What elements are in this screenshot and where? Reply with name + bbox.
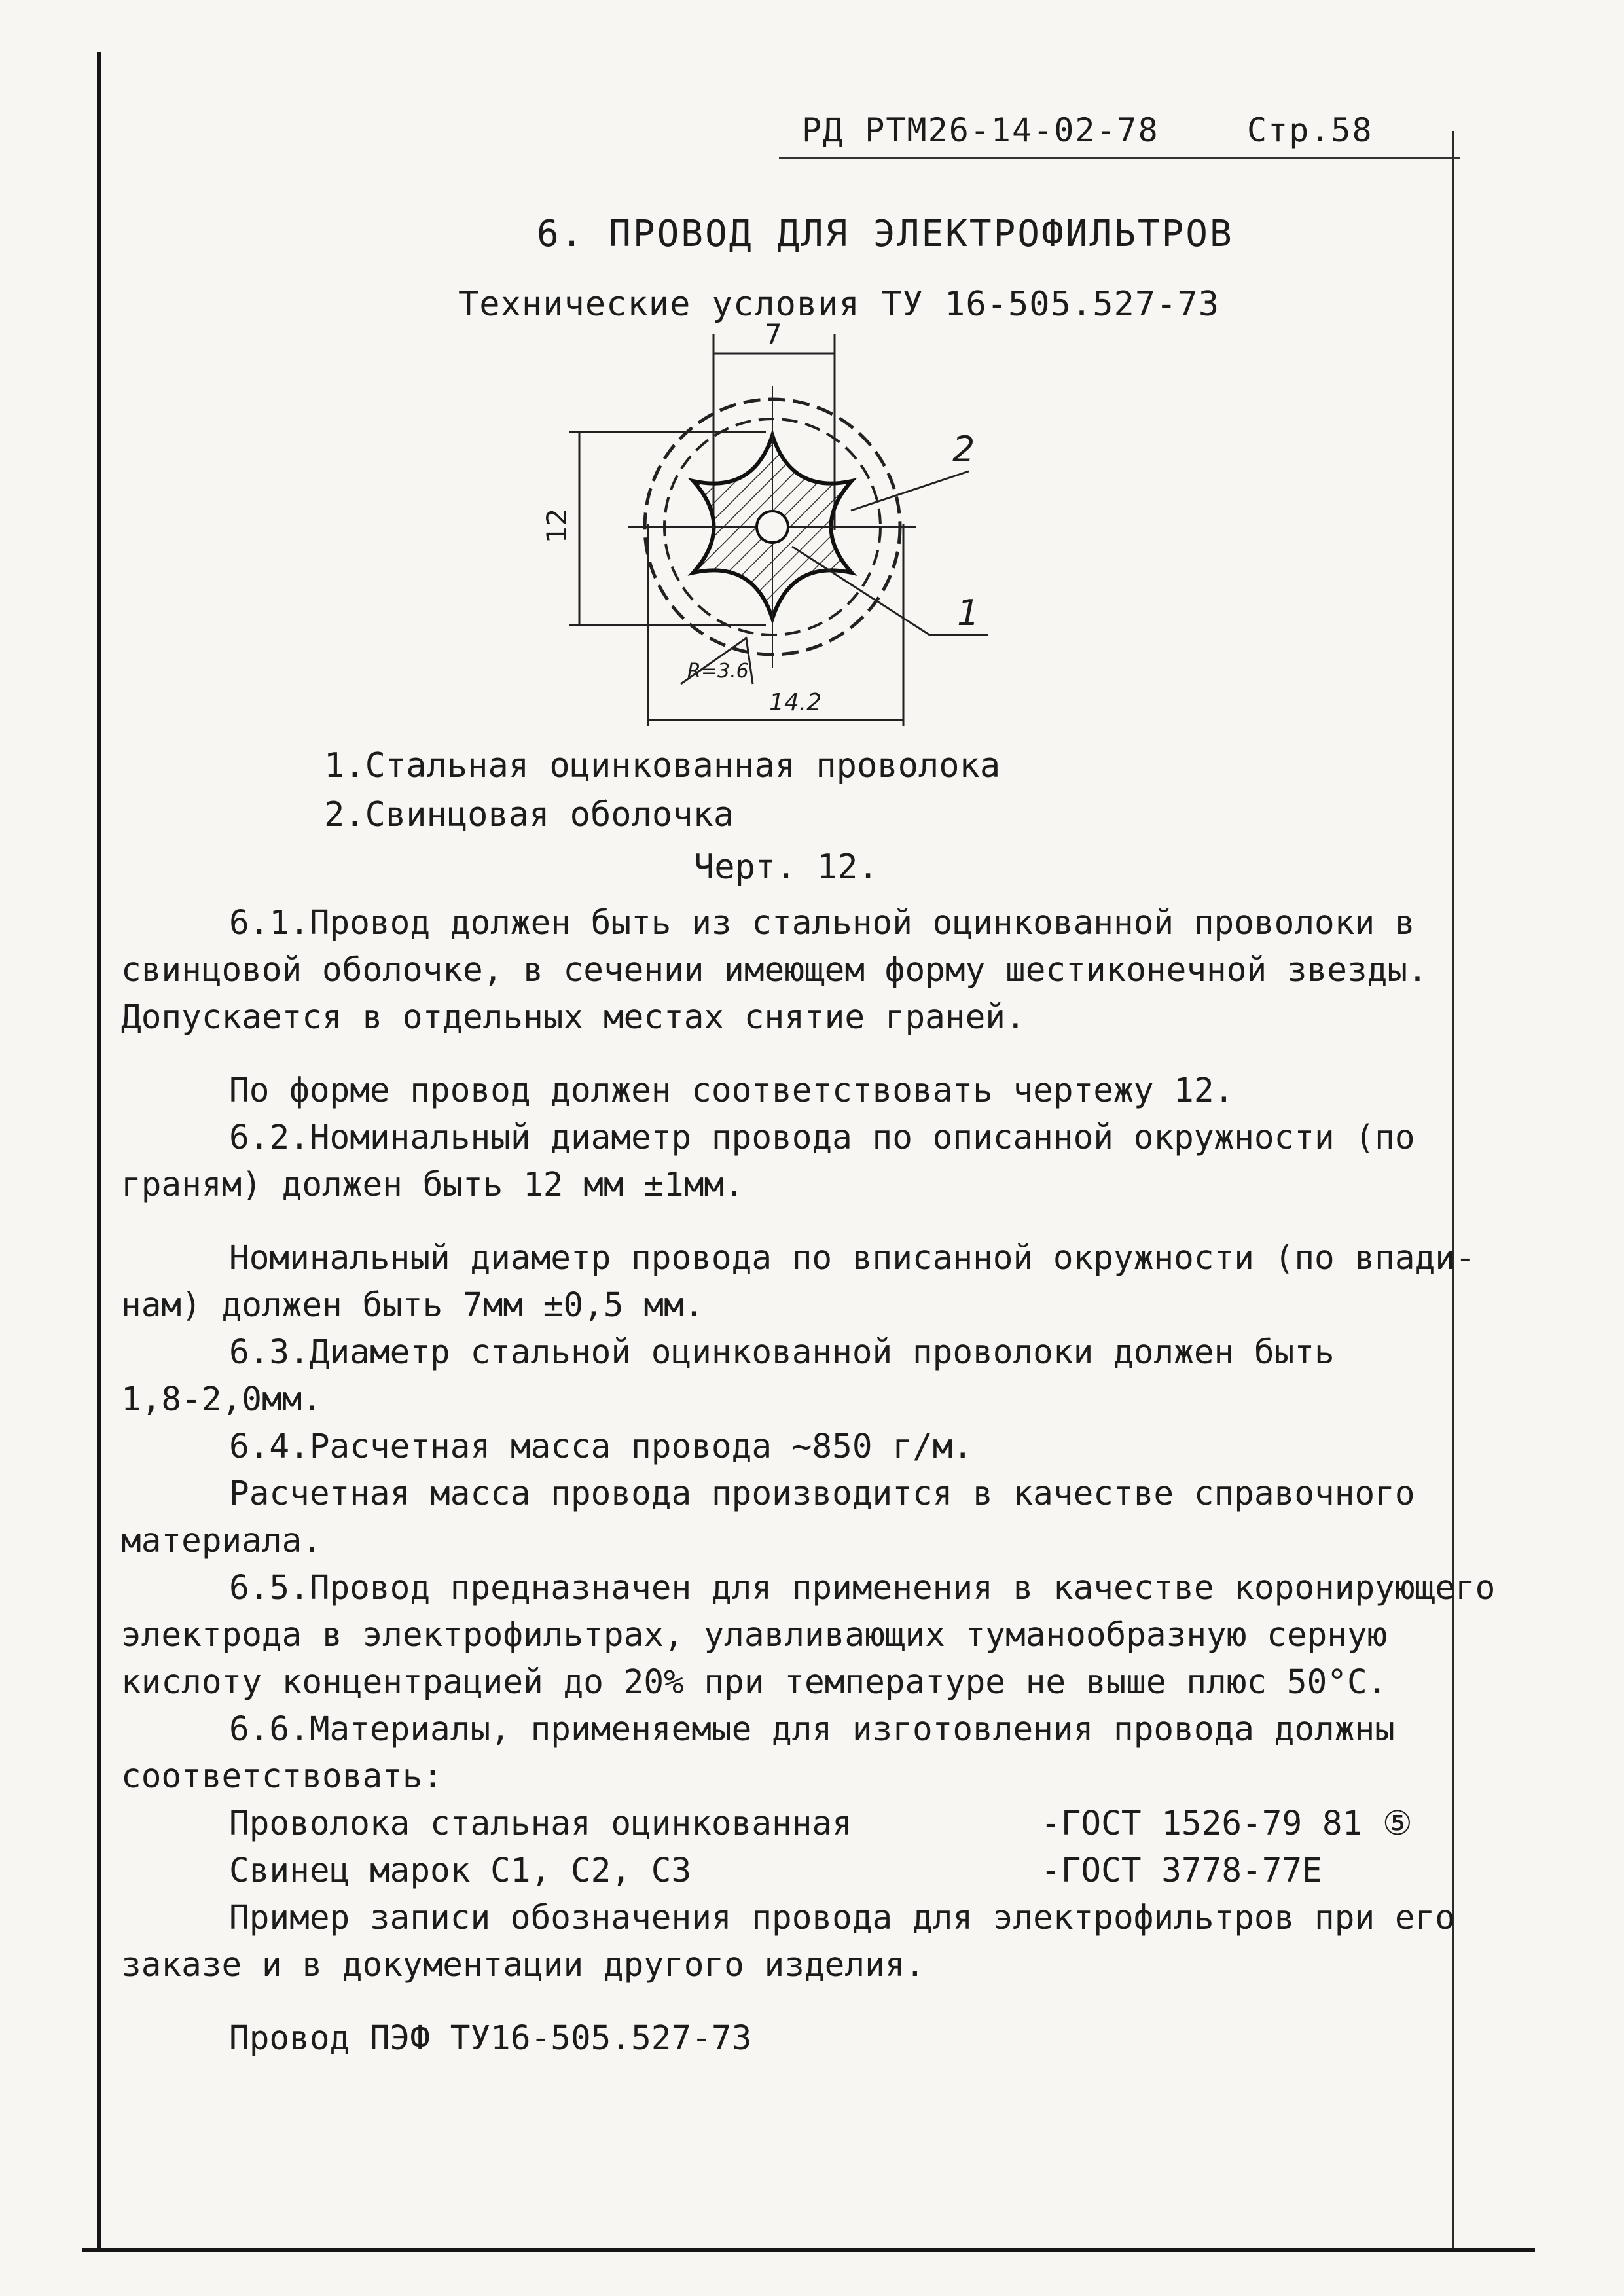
dim-label-12: 12 [541,508,573,543]
legend-item-2: 2.Свинцовая оболочка [324,795,734,834]
para-mass-line: материала. [121,1522,323,1560]
para-example-line: Пример записи обозначения провода для электрофильтров при его [229,1899,1455,1937]
callout-1: 1 [957,592,980,634]
para-6-3-line: 1,8-2,0мм. [121,1380,323,1419]
para-6-6-line: соответствовать: [121,1757,443,1796]
leader-1 [792,547,929,635]
material-row [121,1848,1450,1895]
material-standard: -ГОСТ 3778-77Е [1041,1852,1322,1890]
body-text [121,900,1496,2062]
para-example-line: заказе и в документации другого изделия. [121,1946,926,1984]
para-mass-line: Расчетная масса провода производится в качестве справочного [229,1475,1415,1513]
dim-label-14-2: 14.2 [769,689,822,716]
page-frame-bottom [82,2248,1535,2252]
document-code: РД РТМ26-14-02-78 [802,111,1159,149]
cross-section-drawing [524,321,995,740]
legend-item-1: 1.Стальная оцинкованная проволока [324,746,1001,785]
header-underline [779,157,1460,159]
para-6-5-line: 6.5.Провод предназначен для применения в качестве коронирующего [229,1569,1496,1607]
material-row [121,1801,1450,1848]
callout-2: 2 [952,429,975,470]
para-inner-line: Номинальный диаметр провода по вписанной окружности (по впади- [229,1239,1475,1278]
material-name: Проволока стальная оцинкованная [229,1804,852,1843]
section-title: 6. ПРОВОД ДЛЯ ЭЛЕКТРОФИЛЬТРОВ [537,213,1234,255]
para-6-4: 6.4.Расчетная масса провода ~850 г/м. [229,1427,973,1466]
para-6-1-line: Допускается в отдельных местах снятие граней. [121,998,1026,1037]
page-frame-left [97,52,101,2251]
steel-wire-core [757,511,788,543]
para-6-5-line: кислоту концентрацией до 20% при температуре не выше плюс 50°С. [121,1663,1388,1702]
para-6-2-line: 6.2.Номинальный диаметр провода по описанной окружности (по [229,1119,1415,1157]
para-6-6-line: 6.6.Материалы, применяемые для изготовления провода должны [229,1710,1395,1749]
wire-designation: Провод ПЭФ ТУ16-505.527-73 [229,2019,752,2058]
radius-label: R=3.6 [687,660,749,683]
para-6-1-line: свинцовой оболочке, в сечении имеющем форму шестиконечной звезды. [121,951,1428,990]
dim-label-7: 7 [765,321,782,350]
para-inner-line: нам) должен быть 7мм ±0,5 мм. [121,1286,704,1325]
para-form: По форме провод должен соответствовать чертежу 12. [229,1071,1235,1110]
page-number: Стр.58 [1247,111,1373,149]
para-6-2-line: граням) должен быть 12 мм ±1мм. [121,1166,744,1204]
figure-caption: Черт. 12. [694,848,878,887]
material-standard: -ГОСТ 1526-79 81 ⑤ [1041,1804,1413,1843]
material-name: Свинец марок С1, С2, С3 [229,1852,692,1890]
para-6-3-line: 6.3.Диаметр стальной оцинкованной проволоки должен быть [229,1333,1335,1372]
section-subtitle: Технические условия ТУ 16-505.527-73 [458,285,1220,324]
para-6-1-line: 6.1.Провод должен быть из стальной оцинкованной проволоки в [229,904,1415,942]
para-6-5-line: электрода в электрофильтрах, улавливающих туманообразную серную [121,1616,1388,1655]
